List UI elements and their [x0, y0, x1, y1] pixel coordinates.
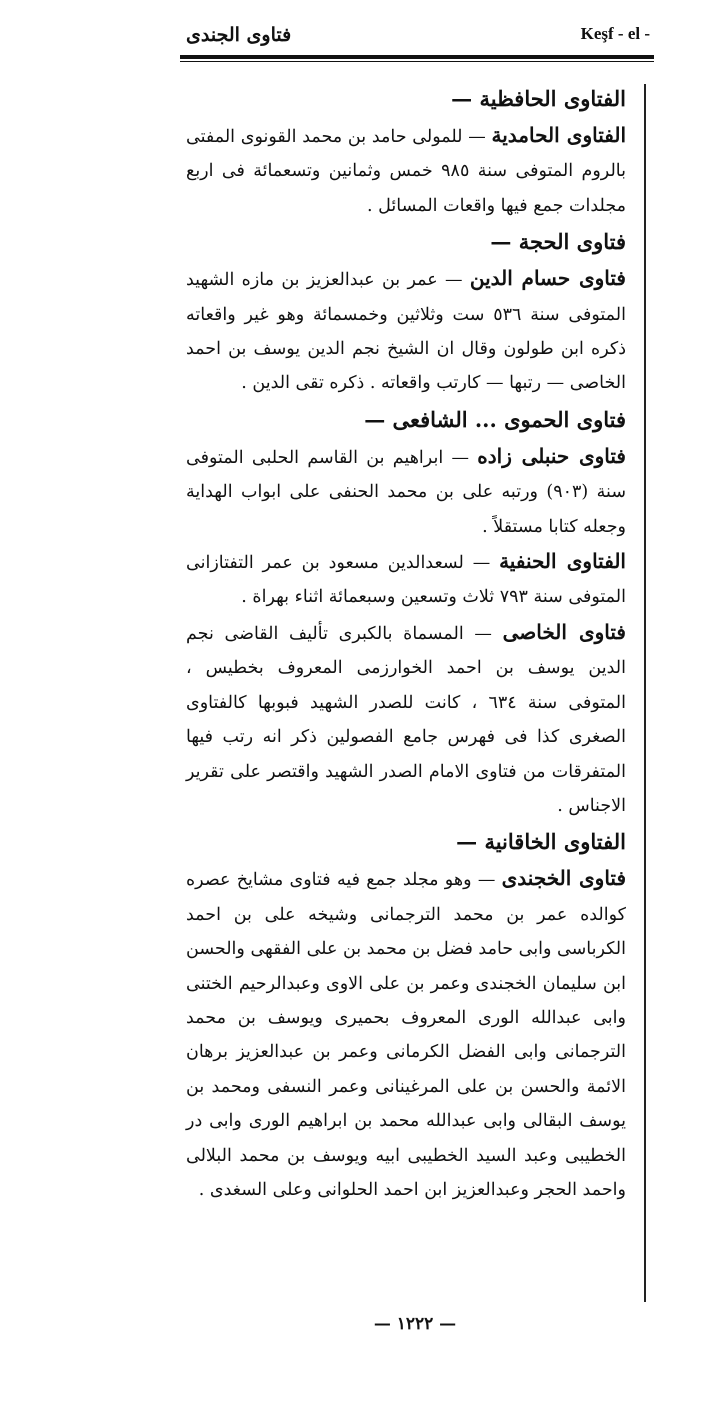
entry-text: — المسماة بالكبرى تأليف القاضى نجم الدين يوسف بن احمد الخوارزمى المعروف بخطيس ، المتوفى سنة ٦٣٤ ، كانت للصدر الشهيد فبوبها كالفتاوى الصغرى كذا فى فهرس جامع الفصولين ذكر انه رتب فيها المتفرقات من فتاوى الامام الصدر الشهيد واقتصر على تقرير الاجناس . — [186, 623, 626, 816]
header-title-latin: Keşf - el - — [580, 24, 650, 43]
entry-term: فتاوى حنبلى زاده — [477, 443, 626, 468]
entry-paragraph — [186, 615, 626, 823]
entry-paragraph — [186, 118, 626, 223]
entry-paragraph — [186, 261, 626, 401]
running-header — [180, 22, 650, 50]
entry-term: الفتاوى الحنفية — [499, 549, 626, 574]
entry-term: فتاوى الخجندى — [501, 866, 627, 891]
entry-term: فتاوى الخاصى — [502, 619, 626, 644]
header-rule-thin — [180, 61, 654, 62]
section-heading: الفتاوى الخاقانية — — [456, 829, 626, 855]
entry-text: — للمولى حامد بن محمد القونوى المفتى بالروم المتوفى سنة ٩٨٥ خمس وثمانين وتسعمائة فى اربع مجلدات جمع فيها واقعات المسائل . — [186, 127, 626, 216]
section-heading: الفتاوى الحافظية — — [451, 86, 626, 111]
section-heading: فتاوى الحموى ... الشافعى — — [364, 406, 626, 432]
entry-text: — لسعدالدين مسعود بن عمر التفتازانى المتوفى سنة ٧٩٣ ثلاث وتسعين وسبعمائة اثناء بهراة . — [186, 553, 626, 608]
header-title-arabic: فتاوى الجندى — [186, 24, 292, 46]
entry-paragraph — [186, 439, 626, 544]
entry-term: فتاوى حسام الدين — [469, 266, 626, 291]
entry-text: — ابراهيم بن القاسم الحلبى المتوفى سنة (٩٠٣) ورتبه على بن محمد الحنفى على ابواب الهداية وجعله كتابا مستقلاً . — [186, 447, 626, 537]
page-number: — ١٢٢٢ — — [373, 1314, 457, 1334]
body-text — [186, 80, 626, 1207]
entry-paragraph — [186, 544, 626, 615]
entry-paragraph — [186, 861, 626, 1207]
header-rule-thick — [180, 55, 654, 59]
entry-text: — عمر بن عبدالعزيز بن مازه الشهيد المتوفى سنة ٥٣٦ ست وثلاثين وخمسمائة وهو غير واقعاته ذكره ابن طولون وقال ان الشيخ نجم الدين يوسف بن احمد الخاصى — رتبها — كارتب واقعاته . ذكره تقى الدين . — [186, 270, 626, 394]
entry-text: — وهو مجلد جمع فيه فتاوى مشايخ عصره كوالده عمر بن محمد الترجمانى وشيخه على بن احمد الكرباسى وابى حامد فضل بن محمد بن على الفقهى والحسن ابن سليمان الخجندى وعمر بن على الاوى وعبدالرحيم الختنى وابى عبدالله الورى المعروف بحميرى ويوسف بن محمد الترجمانى وابى الفضل الكرمانى وعمر بن عبدالعزيز برهان الائمة والحسن بن على المرغينانى وعمر النسفى ومحمد بن يوسف البقالى وابى عبدالله محمد بن ابراهيم الورى وابى در الخطيبى وعبد السيد الخطيبى ابيه ويوسف بن محمد البلالى واحمد الحجر وعبدالعزيز ابن احمد الحلوانى وعلى السغدى . — [186, 870, 626, 1200]
section-heading: فتاوى الحجة — — [490, 229, 626, 255]
entry-term: الفتاوى الحامدية — [491, 123, 627, 147]
margin-rule — [644, 84, 646, 1302]
